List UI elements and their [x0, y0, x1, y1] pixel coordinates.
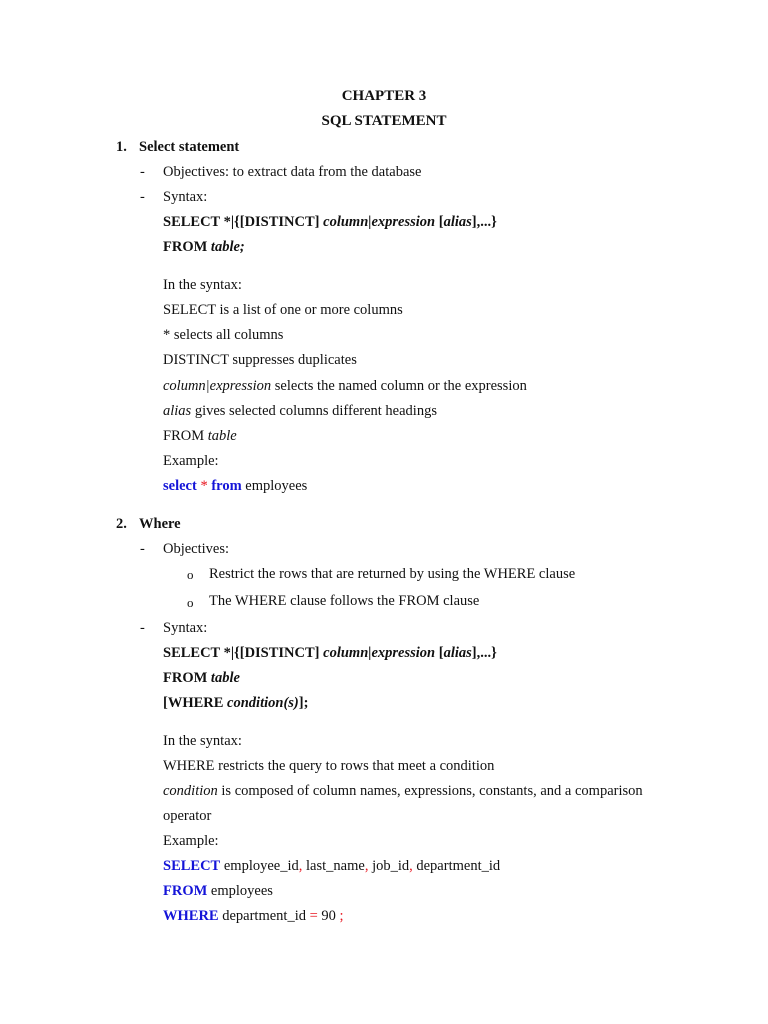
code-column: last_name [306, 858, 365, 874]
syntax-table: table; [210, 239, 245, 255]
document-title: SQL STATEMENT [321, 113, 447, 129]
example-label: Example: [163, 833, 219, 849]
syntax-where-keyword: [WHERE [163, 695, 228, 711]
code-comma: , [409, 858, 413, 874]
code-operator-star: * [200, 478, 208, 494]
syntax-where-line [163, 694, 308, 712]
syntax-alias: alias [443, 214, 472, 230]
term: column|expression [163, 378, 272, 394]
section-number: 2. [116, 516, 127, 532]
syntax-select-keyword: SELECT *|{[DISTINCT] [163, 645, 324, 661]
code-keyword-where: WHERE [163, 908, 219, 924]
term: table [207, 428, 237, 444]
syntax-bracket: [ [435, 214, 444, 230]
code-semicolon: ; [339, 908, 344, 924]
syntax-column-expression: column|expression [323, 645, 436, 661]
list-dash: - [140, 620, 145, 636]
syntax-select-line [163, 213, 497, 231]
section-number: 1. [116, 139, 127, 155]
explain-star: * selects all columns [163, 327, 284, 343]
list-item: The WHERE clause follows the FROM clause [209, 593, 480, 609]
section-heading: Where [139, 516, 181, 532]
syntax-bracket: [ [435, 645, 444, 661]
section-heading: Select statement [139, 139, 240, 155]
syntax-end: ],...} [471, 645, 497, 661]
explain-intro: In the syntax: [163, 277, 242, 293]
list-dash: - [140, 164, 145, 180]
code-column: job_id [372, 858, 410, 874]
syntax-from-line [163, 669, 240, 687]
code-keyword-select: SELECT [163, 858, 221, 874]
syntax-select-keyword: SELECT *|{[DISTINCT] [163, 214, 324, 230]
syntax-from-keyword: FROM [163, 239, 211, 255]
definition: is composed of column names, expressions, constants, and a comparison [217, 783, 643, 799]
explain-condition [163, 782, 643, 800]
objectives-label: Objectives: [163, 541, 230, 557]
explain-alias [163, 402, 437, 420]
list-dash: - [140, 541, 145, 557]
code-table: employees [245, 478, 308, 494]
example-from-line [163, 882, 273, 900]
example-where-line [163, 907, 344, 925]
objectives-text: Objectives: to extract data from the database [163, 164, 422, 180]
syntax-select-line [163, 644, 497, 662]
syntax-from-keyword: FROM [163, 670, 211, 686]
syntax-label: Syntax: [163, 620, 208, 636]
syntax-from-line [163, 238, 245, 256]
syntax-table: table [210, 670, 240, 686]
code-column: department_id [222, 908, 306, 924]
code-keyword-select: select [163, 478, 197, 494]
list-item: Restrict the rows that are returned by using the WHERE clause [209, 566, 576, 582]
code-column: department_id [416, 858, 501, 874]
explain-condition-continued: operator [163, 808, 212, 824]
bullet-glyph: o [187, 567, 194, 582]
definition: gives selected columns different headings [191, 403, 437, 419]
code-value: 90 [321, 908, 336, 924]
example-select-line [163, 857, 500, 875]
explain-where: WHERE restricts the query to rows that meet a condition [163, 758, 495, 774]
bullet-glyph: o [187, 595, 194, 610]
example-code [163, 477, 307, 495]
syntax-alias: alias [443, 645, 472, 661]
explain-column-expression [163, 377, 527, 395]
code-comma: , [364, 858, 369, 874]
explain-intro: In the syntax: [163, 733, 242, 749]
term: condition [163, 783, 218, 799]
explain-distinct: DISTINCT suppresses duplicates [163, 352, 357, 368]
chapter-heading: CHAPTER 3 [341, 88, 427, 104]
explain-from [163, 427, 237, 445]
syntax-label: Syntax: [163, 189, 208, 205]
explain-select: SELECT is a list of one or more columns [163, 302, 403, 318]
code-keyword-from: FROM [163, 883, 208, 899]
keyword: FROM [163, 428, 208, 444]
code-table: employees [210, 883, 273, 899]
syntax-condition: condition(s) [227, 695, 299, 711]
code-column: employee_id [223, 858, 299, 874]
syntax-end: ],...} [471, 214, 497, 230]
definition: selects the named column or the expression [271, 378, 527, 394]
code-comma: , [298, 858, 303, 874]
syntax-where-close: ]; [298, 695, 309, 711]
term: alias [163, 403, 192, 419]
syntax-column-expression: column|expression [323, 214, 436, 230]
code-operator-equals: = [309, 908, 318, 924]
code-keyword-from: from [211, 478, 242, 494]
list-dash: - [140, 189, 145, 205]
example-label: Example: [163, 453, 219, 469]
